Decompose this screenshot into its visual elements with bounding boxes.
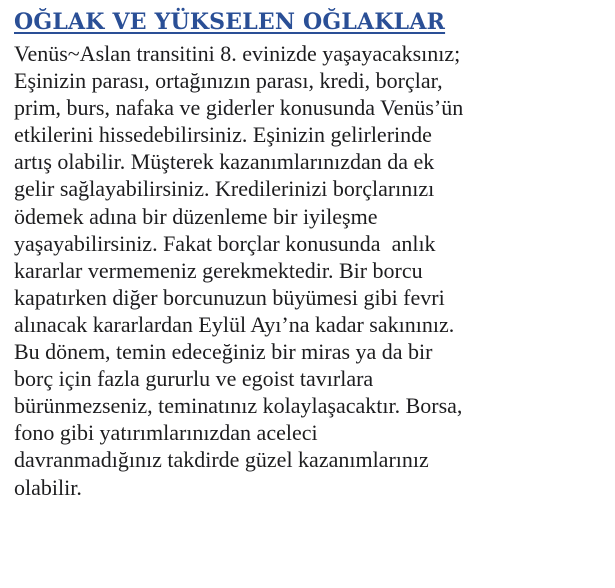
article-line: fono gibi yatırımlarınızdan aceleci (14, 420, 318, 446)
article-line: artış olabilir. Müşterek kazanımlarınızdan da ek (14, 149, 435, 175)
article-line: ödemek adına bir düzenleme bir iyileşme (14, 203, 378, 229)
article-line: borç için fazla gururlu ve egoist tavırlara (14, 366, 374, 392)
article-line: davranmadığınız takdirde güzel kazanımlarınız (14, 447, 429, 473)
article-title: OĞLAK VE YÜKSELEN OĞLAKLAR (14, 9, 446, 35)
article-line: alınacak kararlardan Eylül Ayı’na kadar sakınınız. (14, 311, 455, 337)
article-line: etkilerini hissedebilirsiniz. Eşinizin gelirlerinde (14, 122, 432, 148)
article-body (14, 40, 601, 501)
article-line: kapatırken diğer borcunuzun büyümesi gibi fevri (14, 284, 445, 310)
article-line: yaşayabilirsiniz. Fakat borçlar konusunda anlık (14, 230, 436, 256)
article-line: bürünmezseniz, teminatınız kolaylaşacaktır. Borsa, (14, 393, 463, 419)
article-line: gelir sağlayabilirsiniz. Kredilerinizi borçlarınızı (14, 176, 435, 202)
article-line: Venüs~Aslan transitini 8. evinizde yaşayacaksınız; (14, 41, 461, 66)
article-line: prim, burs, nafaka ve giderler konusunda Venüs’ün (14, 95, 464, 121)
article-line: olabilir. (14, 474, 82, 500)
article-line: Bu dönem, temin edeceğiniz bir miras ya da bir (14, 339, 433, 365)
article-line: kararlar vermemeniz gerekmektedir. Bir borcu (14, 257, 423, 283)
article-line: Eşinizin parası, ortağınızın parası, kredi, borçlar, (14, 68, 443, 94)
